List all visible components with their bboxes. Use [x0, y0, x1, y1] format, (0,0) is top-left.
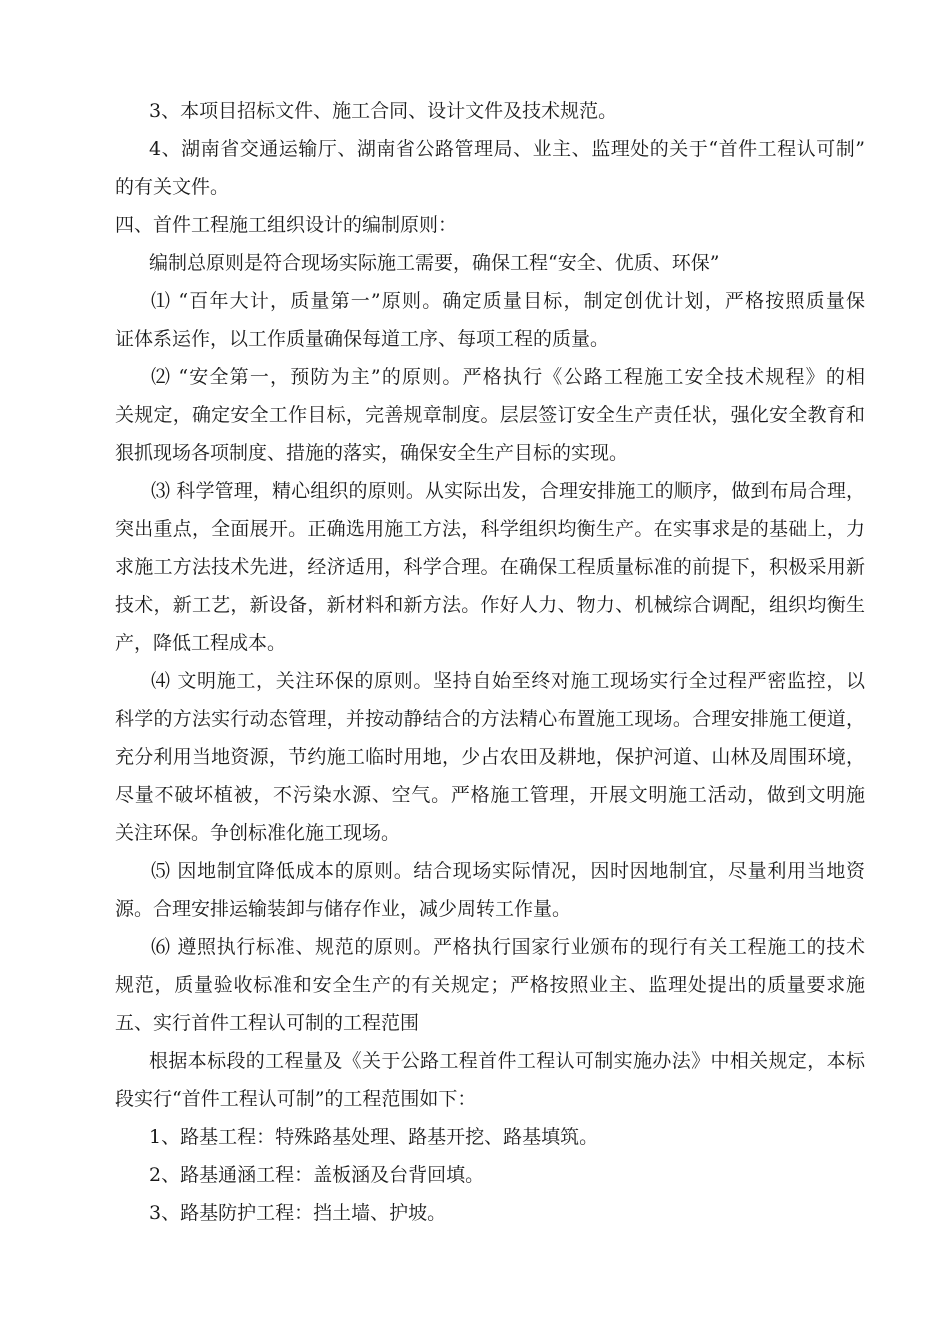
text-line: 五、实行首件工程认可制的工程范围: [115, 1012, 420, 1034]
text-line: 2、路基通涵工程：盖板涵及台背回填。: [149, 1164, 485, 1186]
text-line: 编制总原则是符合现场实际施工需要，确保工程“安全、优质、环保”: [149, 252, 720, 274]
text-line: 3、本项目招标文件、施工合同、设计文件及技术规范。: [149, 100, 618, 122]
text-line: 1、路基工程：特殊路基处理、路基开挖、路基填筑。: [149, 1126, 599, 1148]
text-line: 3、路基防护工程：挡土墙、护坡。: [149, 1202, 447, 1224]
text-line: ⑶ 科学管理，精心组织的原则。从实际出发，合理安排施工的顺序，做到布局合理，: [151, 480, 865, 502]
text-line: 充分利用当地资源，节约施工临时用地，少占农田及耕地，保护河道、山林及周围环境，: [115, 746, 865, 768]
text-line: 产，降低工程成本。: [115, 632, 287, 654]
text-line: 规范，质量验收标准和安全生产的有关规定；严格按照业主、监理处提出的质量要求施: [115, 974, 865, 996]
text-line: 突出重点，全面展开。正确选用施工方法，科学组织均衡生产。在实事求是的基础上，力: [115, 518, 865, 540]
text-line: 源。合理安排运输装卸与储存作业，减少周转工作量。: [115, 898, 572, 920]
text-line: 段实行“首件工程认可制”的工程范围如下：: [115, 1088, 477, 1110]
text-line: 技术，新工艺，新设备，新材料和新方法。作好人力、物力、机械综合调配，组织均衡生: [115, 594, 865, 616]
text-line: ⑴ “百年大计，质量第一”原则。确定质量目标，制定创优计划，严格按照质量保: [151, 290, 865, 312]
text-line: ⑹ 遵照执行标准、规范的原则。严格执行国家行业颁布的现行有关工程施工的技术: [151, 936, 865, 958]
text-line: 4、湖南省交通运输厅、湖南省公路管理局、业主、监理处的关于“首件工程认可制”: [149, 138, 865, 160]
text-line: 科学的方法实行动态管理，并按动静结合的方法精心布置施工现场。合理安排施工便道，: [115, 708, 865, 730]
text-line: ⑷ 文明施工，关注环保的原则。坚持自始至终对施工现场实行全过程严密监控，以: [151, 670, 865, 692]
text-line: 根据本标段的工程量及《关于公路工程首件工程认可制实施办法》中相关规定，本标: [149, 1050, 865, 1072]
text-line: 关规定，确定安全工作目标，完善规章制度。层层签订安全生产责任状，强化安全教育和: [115, 404, 865, 426]
document-body: [115, 92, 865, 1232]
text-line: 尽量不破坏植被，不污染水源、空气。严格施工管理，开展文明施工活动，做到文明施: [115, 784, 865, 806]
text-line: 证体系运作，以工作质量确保每道工序、每项工程的质量。: [115, 328, 610, 350]
text-line: 狠抓现场各项制度、措施的落实，确保安全生产目标的实现。: [115, 442, 629, 464]
text-line: ⑸ 因地制宜降低成本的原则。结合现场实际情况，因时因地制宜，尽量利用当地资: [151, 860, 865, 882]
text-line: 的有关文件。: [115, 176, 230, 198]
text-line: 求施工方法技术先进，经济适用，科学合理。在确保工程质量标准的前提下，积极采用新: [115, 556, 865, 578]
text-line: 关注环保。争创标准化施工现场。: [115, 822, 401, 844]
text-line: 四、首件工程施工组织设计的编制原则：: [115, 214, 458, 236]
text-line: ⑵ “安全第一，预防为主”的原则。严格执行《公路工程施工安全技术规程》的相: [151, 366, 865, 388]
